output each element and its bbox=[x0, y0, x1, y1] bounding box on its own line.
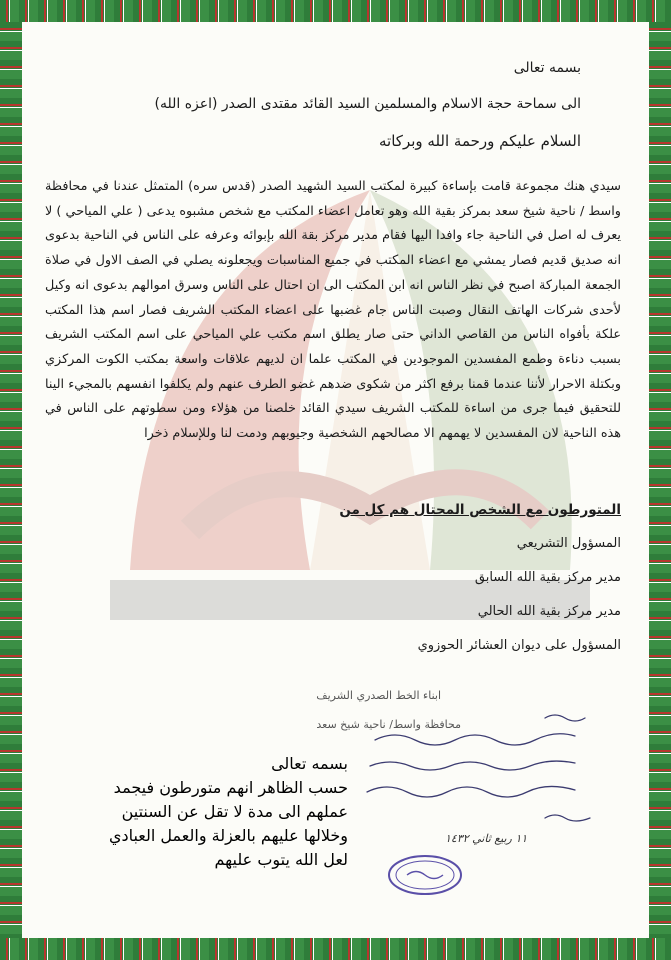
recipient-line: الى سماحة حجة الاسلام والمسلمين السيد القائد مقتدى الصدر (اعزه الله) bbox=[154, 96, 581, 112]
handwritten-ruling bbox=[345, 700, 605, 850]
list-item: مدير مركز بقية الله السابق bbox=[474, 570, 621, 585]
ruling-typed bbox=[28, 752, 348, 872]
ruling-line: حسب الظاهر انهم متورطون فيجمد bbox=[113, 778, 348, 797]
decorative-border-top bbox=[0, 0, 671, 22]
decorative-border-bottom bbox=[0, 938, 671, 960]
list-item: المسؤول على ديوان العشائر الحوزوي bbox=[417, 638, 621, 653]
decorative-border-left bbox=[0, 22, 22, 938]
signature-location: محافظة واسط/ ناحية شيخ سعد bbox=[316, 718, 461, 731]
list-item: مدير مركز بقية الله الحالي bbox=[477, 604, 621, 619]
implicated-list bbox=[321, 536, 621, 672]
letter-body: سيدي هنك مجموعة قامت بإساءة كبيرة لمكتب السيد الشهيد الصدر (قدس سره) المتمثل عندنا في محافظة واسط / ناحية شيخ سعد بمركز بقية الله وهو تعامل اعضاء المكتب مع شخص مشبوه يدعى ( علي المياحي ) لا يعرف له اصل في الناحية جاء وافدا اليها فقام مدير مركز بقة الله بإبوائه وعرفه على الناس في الناحية بدعوى انه صديق قديم فصار يمشي مع اعضاء المكتب في جميع المناسبات ويجعلونه يصلي في الصف الاول في صلاة الجمعة المباركة اصبح في نظر الناس انه ابن المكتب الى ان احتال على الناس وسرق اموالهم بدعوى انه وكيل لأحدى شركات الهاتف النقال وصبت الناس جام غضبها على اعضاء المكتب الشريف فصار اسم هذا المكتب علكة بأفواه الناس من القاصي الداني حتى صار يطلق اسم مكتب علي المياحي على اسم المكتب الشريف بسبب دناءة وطمع المفسدين الموجودين في المكتب علما ان لديهم علاقات واسعة بمكتب الكوت المركزي وبكتلة الاحرار لأننا عندما قمنا برفع اكثر من شكوى ضدهم غضو الطرف عنهم ولم يكلفوا انفسهم بالمجيء الينا للتحقيق فيما جرى من اساءة للمكتب الشريف سيدي القائد خلصنا من هؤلاء ومن سطوتهم على الناس في هذه الناحية لان المفسدين لا يهمهم الا مصالحهم الشخصية وجيوبهم ودمت لنا وللإسلام ذخرا bbox=[45, 179, 621, 442]
seal-stamp bbox=[385, 852, 465, 898]
ruling-line: عملهم الى مدة لا تقل عن السنتين bbox=[121, 802, 348, 821]
implicated-heading: المتورطون مع الشخص المحتال هم كل من bbox=[339, 502, 621, 518]
ruling-date: ١١ ربيع ثاني ١٤٣٢ bbox=[445, 832, 528, 845]
ruling-line: بسمه تعالى bbox=[271, 754, 348, 773]
ruling-line: لعل الله يتوب عليهم bbox=[214, 850, 348, 869]
signature: ابناء الخط الصدري الشريف bbox=[316, 689, 441, 702]
decorative-border-right bbox=[649, 22, 671, 938]
salutation: بسمه تعالى bbox=[513, 60, 581, 76]
ruling-line: وخلالها عليهم بالعزلة والعمل العبادي bbox=[108, 826, 348, 845]
greeting: السلام عليكم ورحمة الله وبركاته bbox=[379, 132, 581, 150]
list-item: المسؤول التشريعي bbox=[516, 536, 621, 551]
